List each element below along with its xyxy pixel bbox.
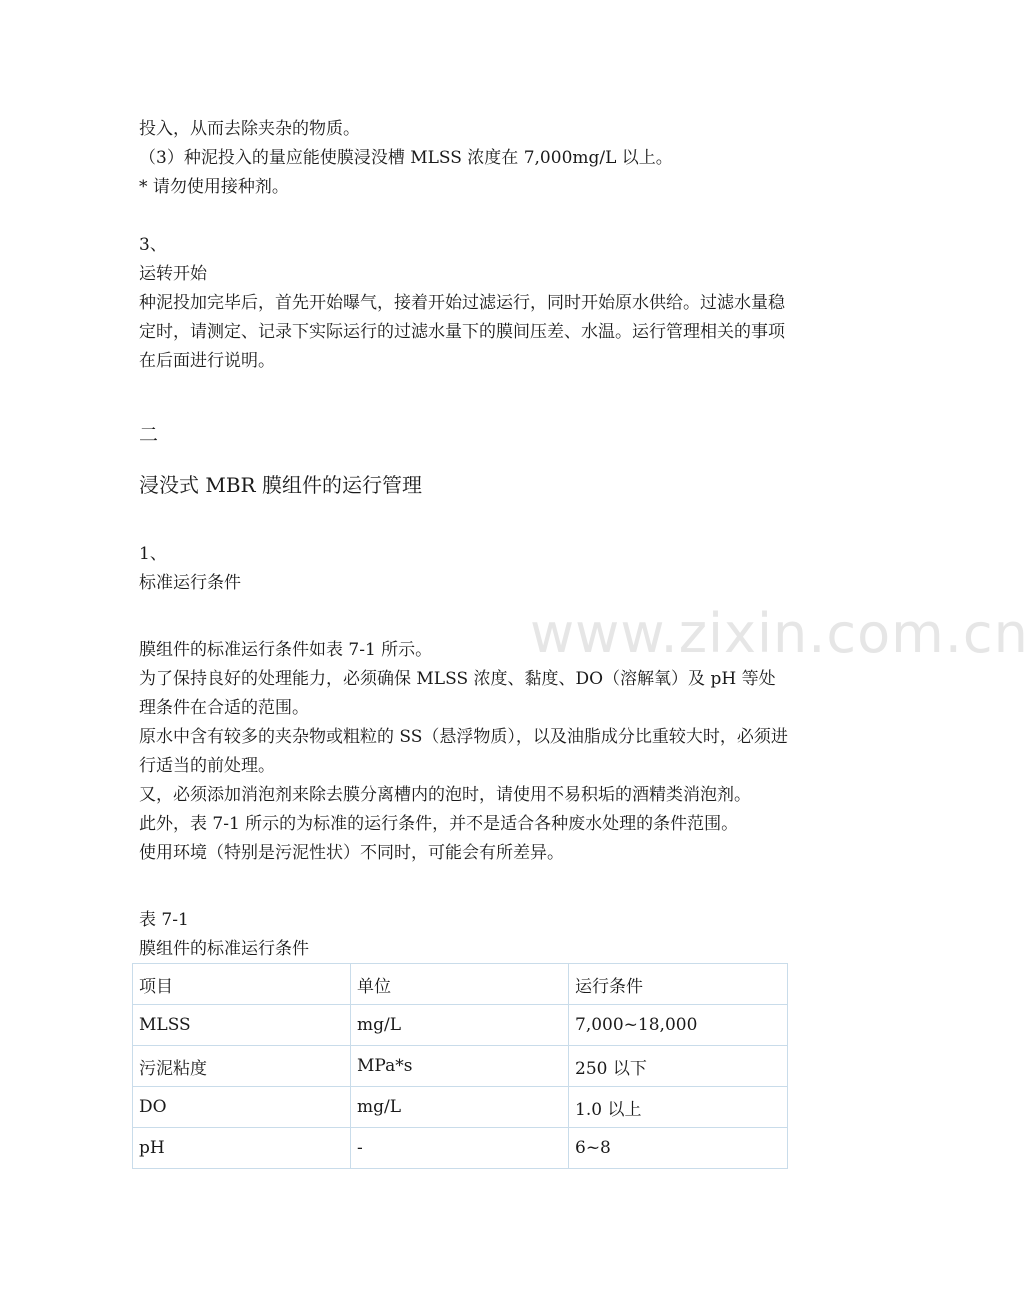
- watermark: www.zixin.com.cn: [530, 602, 1029, 665]
- table-row: [133, 1128, 788, 1169]
- table-caption-title: 膜组件的标准运行条件: [139, 939, 309, 959]
- step-number: 3、: [139, 235, 167, 255]
- paragraph: 原水中含有较多的夹杂物或粗粒的 SS（悬浮物质），以及油脂成分比重较大时，必须进行适当的前处理。: [139, 727, 788, 776]
- subsection-number: 1、: [139, 544, 167, 564]
- table-cell: MPa*s: [351, 1046, 569, 1087]
- table-cell: MLSS: [133, 1005, 351, 1046]
- table-cell: mg/L: [351, 1005, 569, 1046]
- table-header-cell: 项目: [133, 964, 351, 1005]
- paragraph: 膜组件的标准运行条件如表 7-1 所示。: [139, 640, 433, 660]
- conditions-table: [132, 963, 788, 1169]
- table-cell: 污泥粘度: [133, 1046, 351, 1087]
- document-body: [139, 115, 789, 964]
- table-header-cell: 单位: [351, 964, 569, 1005]
- paragraph: 使用环境（特别是污泥性状）不同时，可能会有所差异。: [139, 843, 564, 863]
- paragraph: 此外，表 7-1 所示的为标准的运行条件，并不是适合各种废水处理的条件范围。: [139, 814, 739, 834]
- table-row: [133, 1005, 788, 1046]
- table-cell: 7,000~18,000: [569, 1005, 788, 1046]
- table-header-cell: 运行条件: [569, 964, 788, 1005]
- paragraph: 种泥投加完毕后，首先开始曝气，接着开始过滤运行，同时开始原水供给。过滤水量稳定时，请测定、记录下实际运行的过滤水量下的膜间压差、水温。运行管理相关的事项在后面进行说明。: [139, 293, 785, 371]
- table-cell: mg/L: [351, 1087, 569, 1128]
- table-cell: 1.0 以上: [569, 1087, 788, 1128]
- table-cell: pH: [133, 1128, 351, 1169]
- table-header-row: [133, 964, 788, 1005]
- paragraph: （3）种泥投入的量应能使膜浸没槽 MLSS 浓度在 7,000mg/L 以上。: [139, 148, 673, 168]
- step-title: 运转开始: [139, 264, 207, 284]
- paragraph: 又，必须添加消泡剂来除去膜分离槽内的泡时，请使用不易积垢的酒精类消泡剂。: [139, 785, 751, 805]
- table-caption-number: 表 7-1: [139, 910, 189, 930]
- paragraph: 投入，从而去除夹杂的物质。: [139, 119, 360, 139]
- table-row: [133, 1046, 788, 1087]
- table-cell: DO: [133, 1087, 351, 1128]
- section-title: 浸没式 MBR 膜组件的运行管理: [139, 473, 422, 497]
- table-cell: -: [351, 1128, 569, 1169]
- paragraph: * 请勿使用接种剂。: [139, 177, 289, 197]
- table-cell: 6~8: [569, 1128, 788, 1169]
- subsection-title: 标准运行条件: [139, 573, 241, 593]
- table-row: [133, 1087, 788, 1128]
- paragraph: 为了保持良好的处理能力，必须确保 MLSS 浓度、黏度、DO（溶解氧）及 pH 等处理条件在合适的范围。: [139, 669, 776, 718]
- section-number: 二: [139, 424, 159, 446]
- table-cell: 250 以下: [569, 1046, 788, 1087]
